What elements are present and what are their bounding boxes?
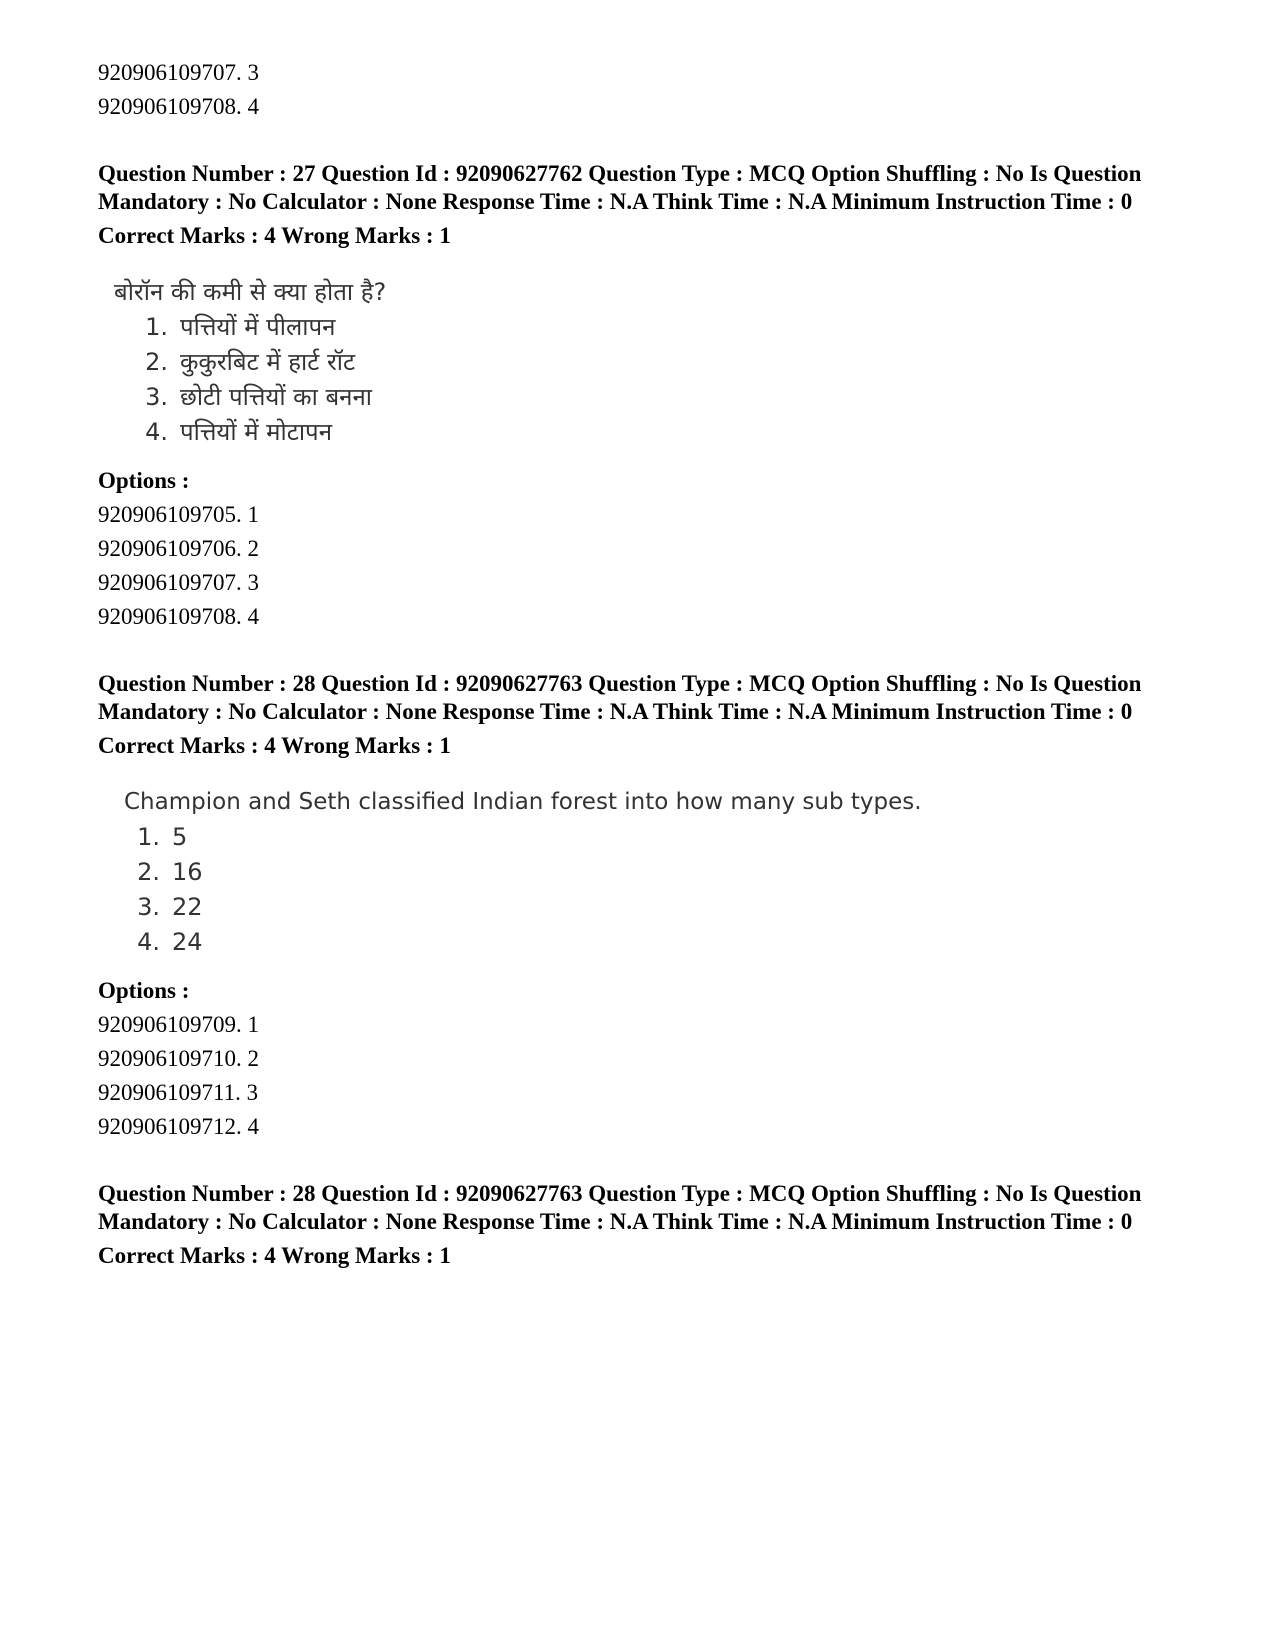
choice-item [114, 380, 1188, 415]
options-label: Options : [98, 978, 190, 1003]
question-image [98, 784, 1188, 960]
top-options-list [98, 56, 1188, 124]
choice-number: 2. [145, 348, 168, 376]
choice-text: 24 [172, 928, 203, 956]
choice-item [114, 415, 1188, 450]
options-label: Options : [98, 468, 190, 493]
choice-item [124, 890, 1188, 925]
choice-text: छोटी पत्तियों का बनना [180, 383, 373, 411]
choice-text: 5 [172, 823, 188, 851]
choice-item [124, 925, 1188, 960]
choice-number: 3. [137, 893, 160, 921]
choice-text: कुकुरबिट में हार्ट रॉट [180, 348, 356, 376]
question-header: Question Number : 28 Question Id : 92090627763 Question Type : MCQ Option Shuffling : No Is Question Mandatory : No Calculator : None Response Time : N.A Think Time : N.A Minimum Instruction Time : 0 [98, 1181, 1142, 1234]
choice-item [124, 820, 1188, 855]
question-header: Question Number : 27 Question Id : 92090627762 Question Type : MCQ Option Shuffling : No Is Question Mandatory : No Calculator : None Response Time : N.A Think Time : N.A Minimum Instruction Time : 0 [98, 161, 1142, 214]
option-line: 920906109708. 4 [98, 94, 259, 119]
option-line: 920906109706. 2 [98, 536, 259, 561]
document-page [98, 56, 1188, 1270]
choice-number: 2. [137, 858, 160, 886]
choice-number: 1. [145, 313, 168, 341]
choice-list [114, 310, 1188, 450]
choice-item [124, 855, 1188, 890]
option-line: 920906109707. 3 [98, 60, 259, 85]
option-line: 920906109705. 1 [98, 502, 259, 527]
choice-list [124, 820, 1188, 960]
question-header: Question Number : 28 Question Id : 92090627763 Question Type : MCQ Option Shuffling : No Is Question Mandatory : No Calculator : None Response Time : N.A Think Time : N.A Minimum Instruction Time : 0 [98, 671, 1142, 724]
question-marks: Correct Marks : 4 Wrong Marks : 1 [98, 733, 451, 758]
question-marks: Correct Marks : 4 Wrong Marks : 1 [98, 1243, 451, 1268]
option-line: 920906109710. 2 [98, 1046, 259, 1071]
option-line: 920906109709. 1 [98, 1012, 259, 1037]
choice-number: 4. [137, 928, 160, 956]
question-marks: Correct Marks : 4 Wrong Marks : 1 [98, 223, 451, 248]
choice-item [114, 345, 1188, 380]
question-block-28-repeat [98, 1180, 1188, 1270]
question-block-28 [98, 670, 1188, 1144]
question-block-27 [98, 160, 1188, 634]
choice-text: 16 [172, 858, 203, 886]
choice-text: 22 [172, 893, 203, 921]
option-line: 920906109707. 3 [98, 570, 259, 595]
choice-item [114, 310, 1188, 345]
choice-text: पत्तियों में मोटापन [180, 418, 333, 446]
question-image [98, 274, 1188, 450]
choice-text: पत्तियों में पीलापन [180, 313, 336, 341]
option-line: 920906109711. 3 [98, 1080, 259, 1105]
option-line: 920906109712. 4 [98, 1114, 259, 1139]
question-text: Champion and Seth classified Indian forest into how many sub types. [124, 789, 922, 815]
question-text: बोरॉन की कमी से क्या होता है? [114, 278, 387, 306]
option-line: 920906109708. 4 [98, 604, 259, 629]
choice-number: 4. [145, 418, 168, 446]
choice-number: 3. [145, 383, 168, 411]
choice-number: 1. [137, 823, 160, 851]
